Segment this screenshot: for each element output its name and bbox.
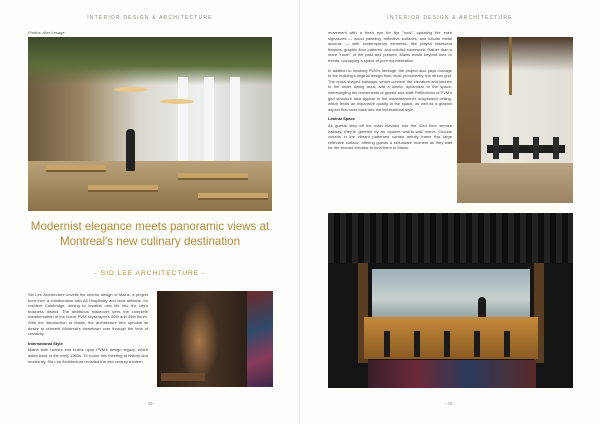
page-number: - 38 - xyxy=(144,401,156,406)
bar-counter xyxy=(364,317,538,359)
chair xyxy=(553,137,559,159)
article-byline: - SID LEE ARCHITECTURE - xyxy=(94,270,206,277)
dining-table xyxy=(198,193,268,200)
pendant-lamp xyxy=(160,99,194,104)
mural xyxy=(247,291,273,387)
panoramic-window xyxy=(372,269,530,319)
floor xyxy=(457,163,573,203)
bar-stool xyxy=(444,331,450,357)
bench xyxy=(161,373,205,381)
article-headline: Modernist elegance meets panoramic views at Montreal's new culinary destination xyxy=(30,220,270,248)
body-paragraph: In addition to invoking PVM's heritage, the project also pays homage to the building's original design flow, most prominently, the atrium grid. The cross-shaped hallways, which connect the elevators and kitchen to the wider dining area, add a kinetic dynamism to the space, intermingling the movements of guests and staff. Reflections of PVM's grid structure also appear in the establishment's suspended ceiling, which lends an expansive quality to the space, as well as a graphic aspect that nods back into the international style. xyxy=(328,67,452,112)
body-paragraph: Mains both honors and builds upon PVM's design legacy, which dates back to the early 1960s. To evoke this meeting of history and modernity, Sid Lee Architecture revisited the mid-century modern xyxy=(28,347,148,364)
window-pane xyxy=(230,77,240,172)
chair xyxy=(513,137,519,159)
section-heading: International Style xyxy=(28,340,63,346)
bar-stool xyxy=(474,331,480,357)
page-number: - 39 - xyxy=(444,401,456,406)
grid-ceiling xyxy=(328,213,573,263)
body-paragraph: movement with a fresh eye for the "now", updating the era's signatures — wood paneling, reflective surfaces, and tubular metal accents — with contemporary elements, like playful iridescent finishes, graphic floor patterns, and colorful stonework. Rather than a mere "room" of the past and present, Mains exists beyond time or trends, occupying a space of pure sophistication. xyxy=(328,30,452,63)
bar-stool xyxy=(414,331,420,357)
corridor-photo xyxy=(157,291,273,387)
bar-stool xyxy=(384,331,390,357)
dining-room-photo xyxy=(457,37,573,203)
patterned-rug xyxy=(368,360,536,388)
restaurant-hero-photo xyxy=(28,37,272,211)
chair xyxy=(533,137,539,159)
right-text-column xyxy=(328,30,452,155)
ceiling-shadow xyxy=(457,37,573,71)
dining-table xyxy=(88,185,158,192)
wall-light xyxy=(179,301,219,381)
chair xyxy=(493,137,499,159)
bar-photo xyxy=(328,213,573,388)
window-pane xyxy=(178,77,188,172)
dining-table xyxy=(178,173,248,180)
dining-table xyxy=(46,165,106,172)
body-paragraph: As guests step off the main elevator into the 43rd floor service hallway, they're greeted by an opulent wall-to-wall mirror. Circular cutouts in the vibrant patterned curtain artfully frame this large reflective surface, offering guests a self-aware moment as they wait for the second elevator to lead them to Mains. xyxy=(328,122,452,151)
window-pane xyxy=(204,77,214,172)
body-paragraph: Sid Lee Architecture unveils the interior design of Mains, a project born from a collaboration with A5 Hospitality and local artisans, for resident Cambridge, aiming to breathe new life into the city's business district. The ambitious makeover sees the complete transformation of the iconic PVM skyscraper's 46th and 44th floors. With the introduction of Mains, the architecture firm upholds its desire to reinvent Montreal's downtown core through the lens of creativity. xyxy=(28,292,148,337)
section-heading: Liminal Space xyxy=(328,116,355,122)
pendant-lamp xyxy=(114,87,148,92)
left-text-column xyxy=(28,292,148,368)
right-page xyxy=(300,0,600,424)
standing-person xyxy=(126,129,135,171)
pendant-lamp xyxy=(509,37,512,95)
photo-credit: Photos: Alex Lesage xyxy=(28,30,65,35)
running-head: INTERIOR DESIGN & ARCHITECTURE xyxy=(87,15,213,21)
running-head: INTERIOR DESIGN & ARCHITECTURE xyxy=(387,15,513,21)
bar-stool xyxy=(504,331,510,357)
bartender xyxy=(478,297,486,319)
